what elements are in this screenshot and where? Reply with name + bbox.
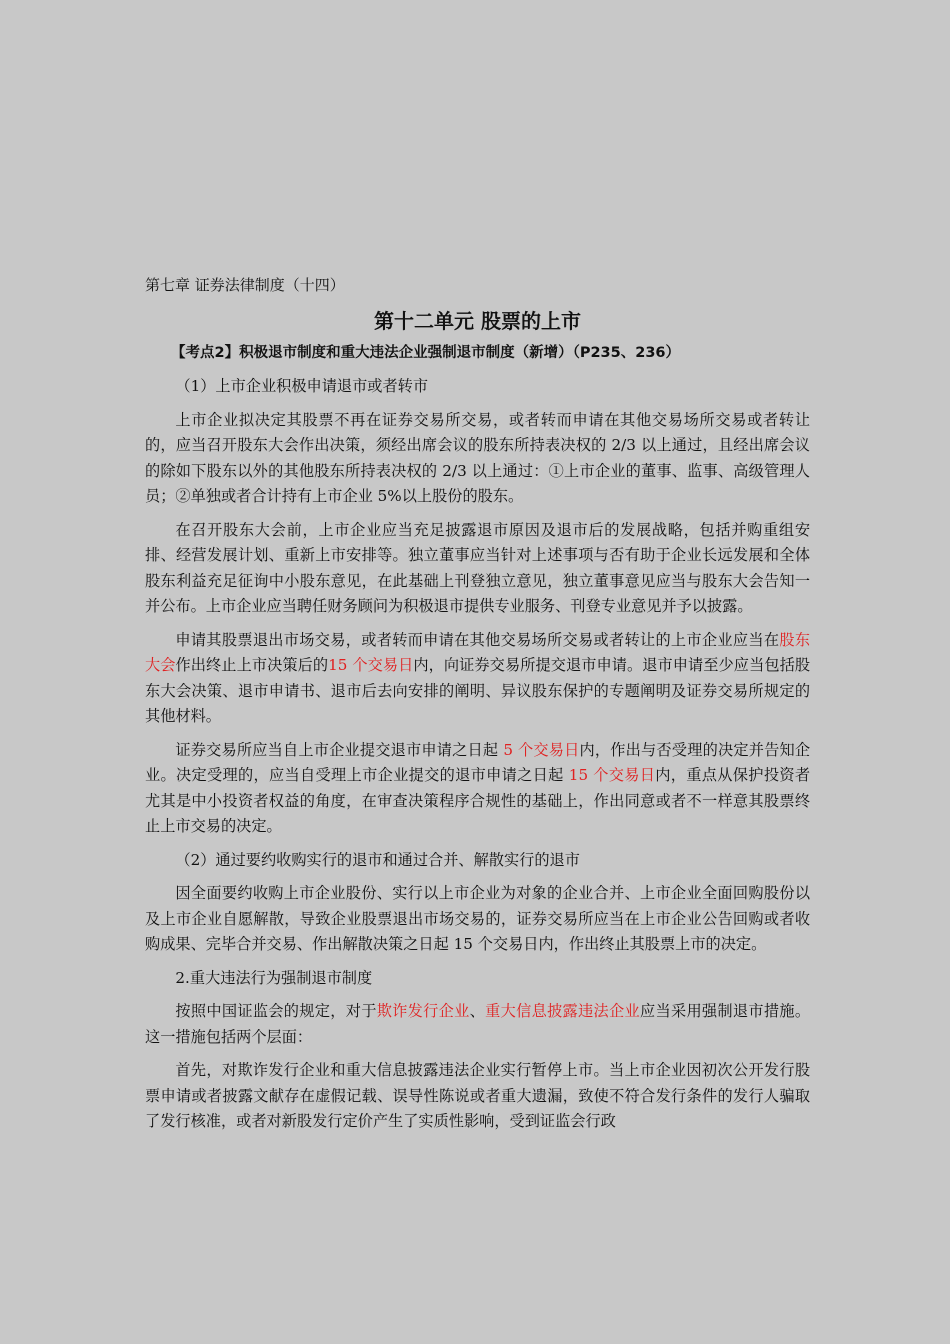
highlight-15-trading-days: 15 个交易日 bbox=[328, 656, 414, 674]
paragraph-3-text-b: 作出终止上市决策后的 bbox=[175, 656, 329, 674]
paragraph-4-text-c: 内，重点从保护投资者尤其是中小投资者权益的角度，在审查决策程序合规性的基础上，作出同意或者不一样意其股票终止上市交易的决定。 bbox=[145, 766, 811, 835]
highlight-disclosure-violation: 重大信息披露违法企业 bbox=[485, 1002, 640, 1020]
paragraph-4-text-a: 证券交易所应当自上市企业提交退市申请之日起 bbox=[175, 740, 504, 759]
section-1-heading: （1）上市企业积极申请退市或者转市 bbox=[175, 377, 429, 395]
highlight-shareholders-meeting: 股东大会 bbox=[145, 630, 811, 674]
paragraph-5: 因全面要约收购上市企业股份、实行以上市企业为对象的企业合并、上市企业全面回购股份以及上市企业自愿解散，导致企业股票退出市场交易的，证券交易所应当在上市企业公告回购或者收购成果、完毕合并交易、作出解散决策之日起 15 个交易日内，作出终止其股票上市的决定。 bbox=[145, 884, 810, 953]
section-2-heading: （2）通过要约收购实行的退市和通过合并、解散实行的退市 bbox=[175, 850, 580, 869]
paragraph-6-text-a: 按照中国证监会的规定，对于 bbox=[175, 1002, 377, 1020]
paragraph-7: 首先，对欺诈发行企业和重大信息披露违法企业实行暂停上市。当上市企业因初次公开发行股票申请或者披露文献存在虚假记载、误导性陈说或者重大遗漏，致使不符合发行条件的发行人骗取了发行核准，或者对新股发行定价产生了实质性影响，受到证监会行政 bbox=[145, 1061, 810, 1130]
highlight-fraud-issuance: 欺诈发行企业 bbox=[376, 1002, 470, 1020]
section-3-heading: 2.重大违法行为强制退市制度 bbox=[175, 968, 373, 987]
paragraph-3 bbox=[145, 628, 810, 730]
document-body bbox=[145, 270, 810, 1135]
key-point-heading: 【考点2】积极退市制度和重大违法企业强制退市制度（新增）（P235、236） bbox=[171, 345, 680, 361]
paragraph-3-text-c: 内，向证券交易所提交退市申请。退市申请至少应当包括股东大会决策、退市申请书、退市后去向安排的阐明、异议股东保护的专题阐明及证券交易所规定的其他材料。 bbox=[145, 656, 811, 725]
paragraph-6-text-c: 应当采用强制退市措施。这一措施包括两个层面： bbox=[145, 1002, 811, 1046]
highlight-5-trading-days: 5 个交易日 bbox=[503, 740, 580, 759]
paragraph-1: 上市企业拟决定其股票不再在证券交易所交易，或者转而申请在其他交易场所交易或者转让的，应当召开股东大会作出决策，须经出席会议的股东所持表决权的 2/3 以上通过，且经出席会议的除如下股东以外的其他股东所持表决权的 2/3 以上通过：①上市企业的董事、监事、高级管理人员；②单独或者合计持有上市企业 5%以上股份的股东。 bbox=[145, 410, 810, 505]
paragraph-3-text-a: 申请其股票退出市场交易，或者转而申请在其他交易场所交易或者转让的上市企业应当在 bbox=[175, 630, 780, 649]
highlight-15-trading-days-2: 15 个交易日 bbox=[568, 766, 656, 784]
paragraph-2: 在召开股东大会前，上市企业应当充足披露退市原因及退市后的发展战略，包括并购重组安排、经营发展计划、重新上市安排等。独立董事应当针对上述事项与否有助于企业长远发展和全体股东利益充足征询中小股东意见，在此基础上刊登独立意见，独立董事意见应当与股东大会告知一并公布。上市企业应当聘任财务顾问为积极退市提供专业服务、刊登专业意见并予以披露。 bbox=[145, 520, 810, 615]
paragraph-4 bbox=[145, 738, 810, 840]
chapter-heading: 第七章 证券法律制度（十四） bbox=[145, 276, 345, 294]
paragraph-6-text-b: 、 bbox=[469, 1002, 486, 1020]
unit-title: 第十二单元 股票的上市 bbox=[374, 309, 581, 333]
paragraph-6 bbox=[145, 999, 810, 1050]
paragraph-4-text-b: 内，作出与否受理的决定并告知企业。决定受理的，应当自受理上市企业提交的退市申请之日起 bbox=[145, 740, 811, 784]
